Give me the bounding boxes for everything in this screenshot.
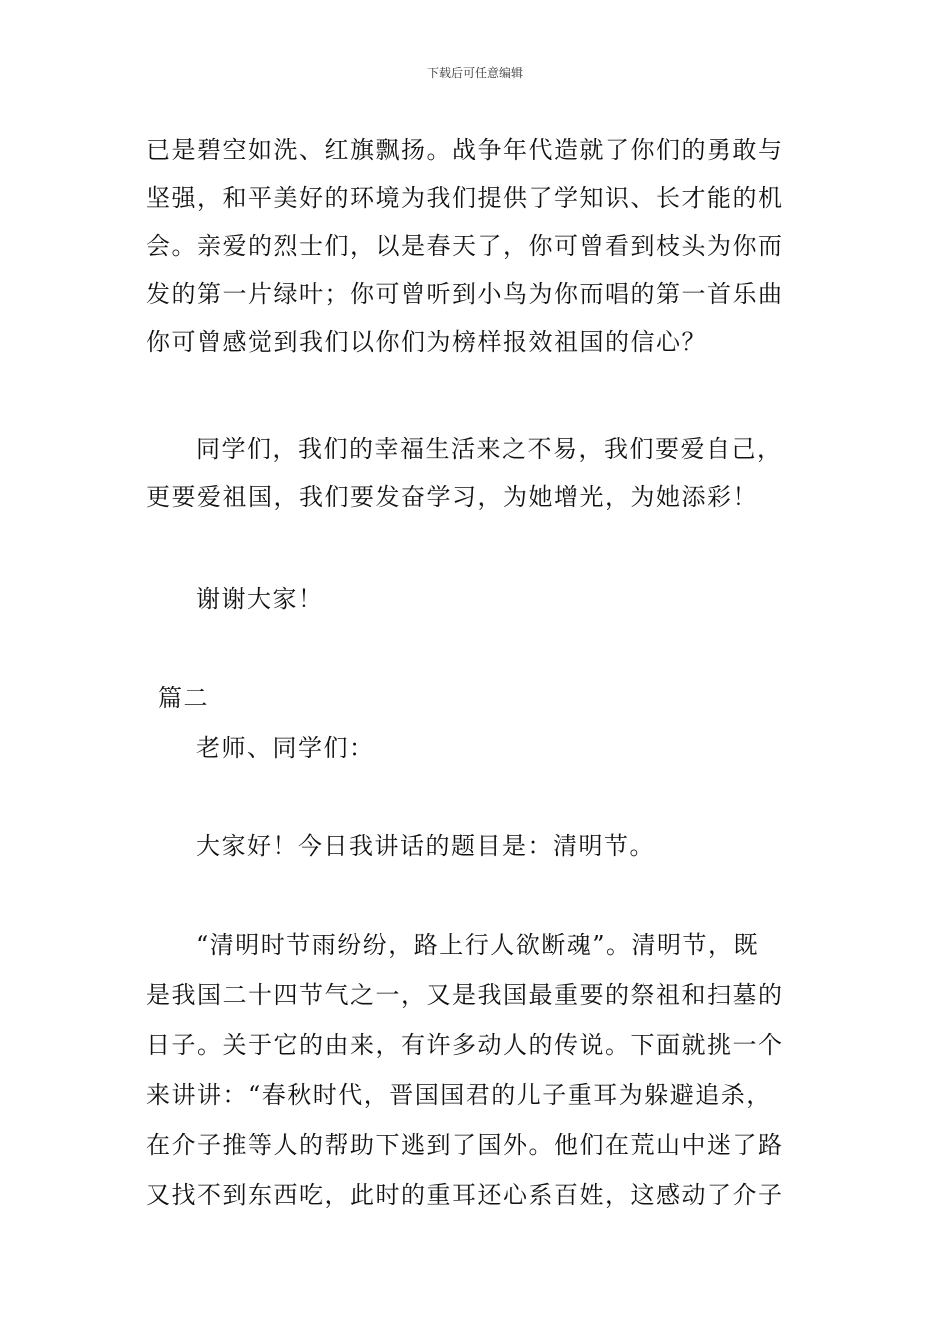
text-line: 谢谢大家！ [196,585,324,613]
section-heading: 篇二 [158,684,209,712]
text-line: 是我国二十四节气之一，又是我国最重要的祭祖和扫墓的 [146,981,784,1009]
text-line: 会。亲爱的烈士们，以是春天了，你可曾看到枝头为你而 [146,232,784,260]
text-line: 大家好！今日我讲话的题目是：清明节。 [196,832,655,860]
text-line: 更要爱祖国，我们要发奋学习，为她增光，为她添彩！ [146,483,758,511]
page-header: 下载后可任意编辑 [426,66,523,80]
text-line: 在介子推等人的帮助下逃到了国外。他们在荒山中迷了路 [146,1131,784,1159]
text-line: 同学们，我们的幸福生活来之不易，我们要爱自己， [196,435,783,463]
text-line: “清明时节雨纷纷，路上行人欲断魂”。清明节，既 [196,931,760,959]
text-line: 你可曾感觉到我们以你们为榜样报效祖国的信心？ [146,328,707,356]
text-line: 老师、同学们： [196,734,375,762]
text-line: 又找不到东西吃，此时的重耳还心系百姓，这感动了介子 [146,1181,784,1209]
text-line: 已是碧空如洗、红旗飘扬。战争年代造就了你们的勇敢与 [146,136,784,164]
text-line: 坚强，和平美好的环境为我们提供了学知识、长才能的机 [146,184,784,212]
text-line: 发的第一片绿叶；你可曾听到小鸟为你而唱的第一首乐曲 [146,280,784,308]
text-line: 日子。关于它的由来，有许多动人的传说。下面就挑一个 [146,1031,784,1059]
text-line: 来讲讲：“春秋时代，晋国国君的儿子重耳为躲避追杀， [146,1081,772,1109]
